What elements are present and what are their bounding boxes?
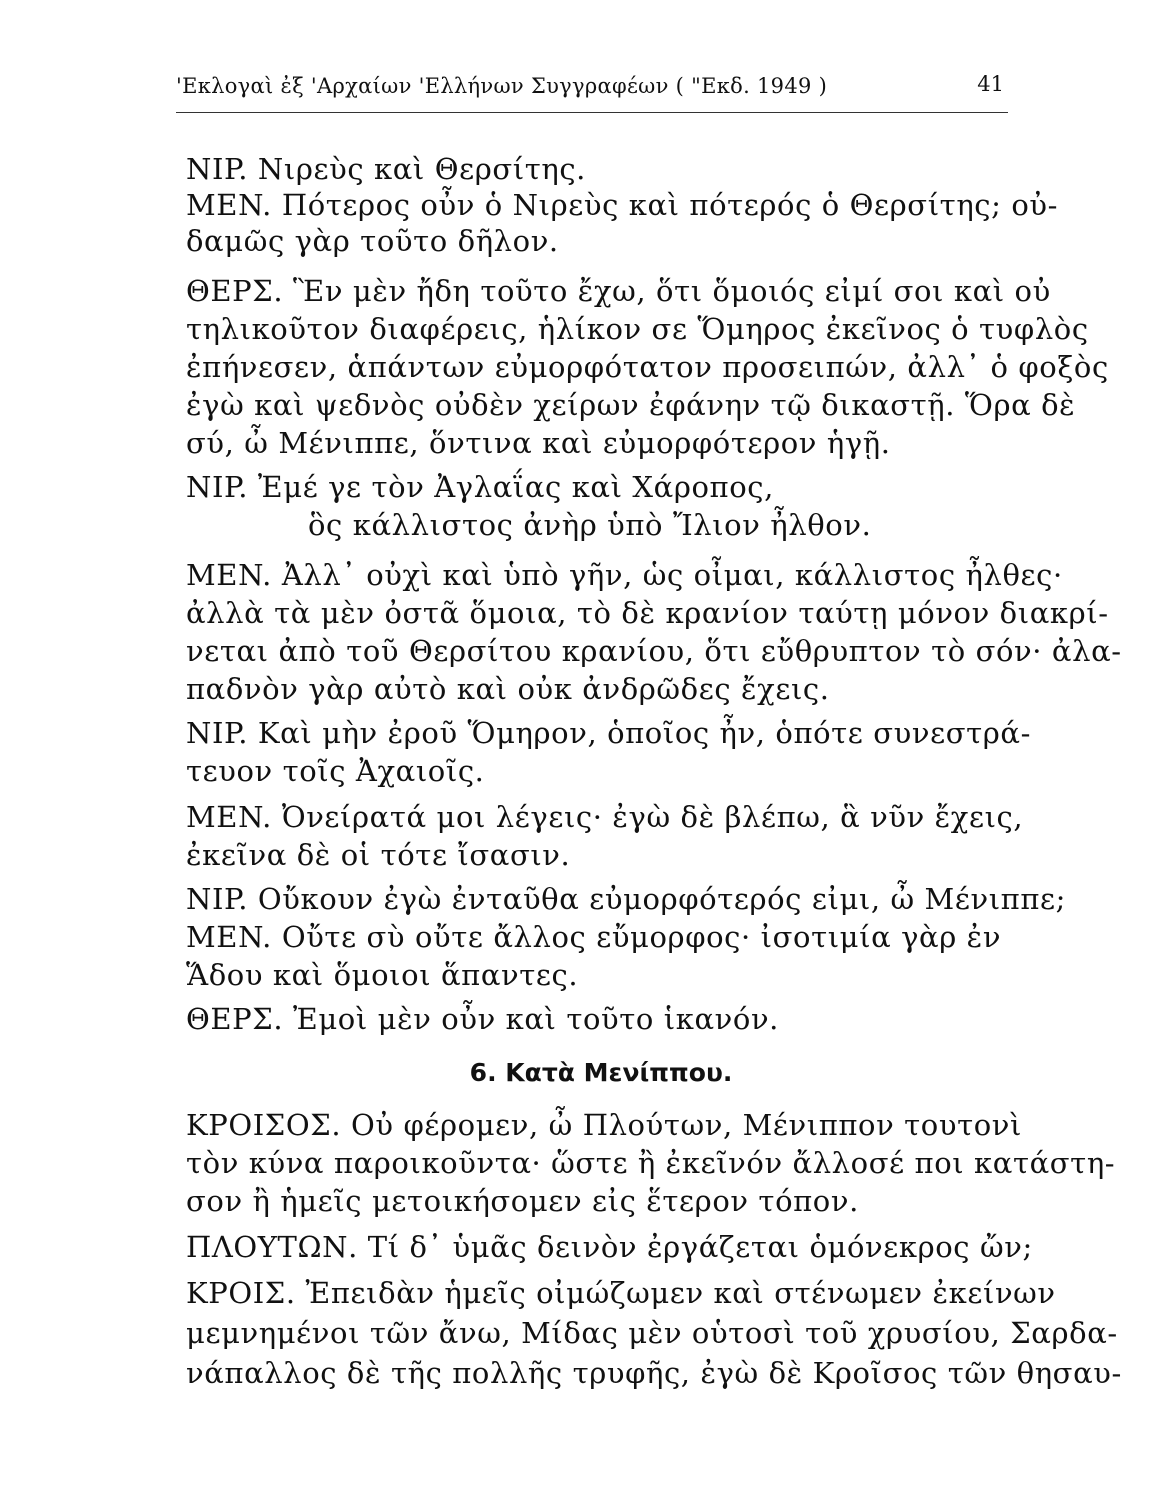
text-line: ΚΡΟΙΣΟΣ. Οὐ φέρομεν, ὦ Πλούτων, Μένιππον τουτονὶ [186,1108,1022,1142]
text-line: NIP. Οὔκουν ἐγὼ ἐνταῦθα εὐμορφότερός εἰμι, ὦ Μένιππε; [186,882,1066,916]
text-line: NIP. Καὶ μὴν ἐροῦ Ὅμηρον, ὁποῖος ἦν, ὁπότε συνεστρά- [186,716,1031,750]
text-line: σύ, ὦ Μένιππε, ὅντινα καὶ εὐμορφότερον ἡγῇ. [186,426,891,460]
text-line: παδνὸν γὰρ αὐτὸ καὶ οὐκ ἀνδρῶδες ἔχεις. [186,672,830,706]
text-line: ΚΡΟΙΣ. Ἐπειδὰν ἡμεῖς οἰμώζωμεν καὶ στένωμεν ἐκείνων [186,1276,1056,1310]
text-line: MEN. Οὔτε σὺ οὔτε ἄλλος εὔμορφος· ἰσοτιμία γὰρ ἐν [186,920,1002,954]
text-line: ἐκεῖνα δὲ οἱ τότε ἴσασιν. [186,838,571,872]
text-line: ἐγὼ καὶ ψεδνὸς οὐδὲν χείρων ἐφάνην τῷ δικαστῇ. Ὅρα δὲ [186,388,1076,422]
text-line: ΠΛΟΥΤΩΝ. Τί δ᾽ ὑμᾶς δεινὸν ἐργάζεται ὁμόνεκρος ὤν; [186,1230,1033,1264]
section-heading: 6. Κατὰ Μενίππου. [469,1058,733,1087]
text-line: MEN. Πότερος οὖν ὁ Νιρεὺς καὶ πότερός ὁ Θερσίτης; οὐ- [186,188,1059,222]
running-title: 'Εκλογαὶ ἐξ 'Αρχαίων 'Ελλήνων Συγγραφέων ( "Εκδ. 1949 ) [176,74,828,98]
text-line: NIP. Ἐμέ γε τὸν Ἀγλαΐας καὶ Χάροπος, [186,470,774,504]
text-line: νεται ἀπὸ τοῦ Θερσίτου κρανίου, ὅτι εὔθρυπτον τὸ σόν· ἀλα- [186,634,1122,668]
text-line: Ἅδου καὶ ὅμοιοι ἅπαντες. [186,958,579,992]
text-line: δαμῶς γὰρ τοῦτο δῆλον. [186,224,559,258]
text-line: τευον τοῖς Ἀχαιοῖς. [186,754,485,788]
text-line: μεμνημένοι τῶν ἄνω, Μίδας μὲν οὑτοσὶ τοῦ χρυσίου, Σαρδα- [186,1316,1118,1350]
page-number: 41 [977,72,1004,96]
text-line: τὸν κύνα παροικοῦντα· ὥστε ἢ ἐκεῖνόν ἄλλοσέ ποι κατάστη- [186,1146,1116,1180]
running-header [176,72,1008,113]
text-line: NIP. Νιρεὺς καὶ Θερσίτης. [186,152,587,186]
text-line: τηλικοῦτον διαφέρεις, ἡλίκον σε Ὅμηρος ἐκεῖνος ὁ τυφλὸς [186,312,1089,346]
verse-line: ὃς κάλλιστος ἀνὴρ ὑπὸ Ἴλιον ἦλθον. [308,508,872,542]
text-line: νάπαλλος δὲ τῆς πολλῆς τρυφῆς, ἐγὼ δὲ Κροῖσος τῶν θησαυ- [186,1356,1122,1390]
text-line: MEN. Ἀλλ᾽ οὐχὶ καὶ ὑπὸ γῆν, ὡς οἶμαι, κάλλιστος ἦλθες· [186,558,1063,592]
text-line: σον ἢ ἡμεῖς μετοικήσομεν εἰς ἕτερον τόπον. [186,1184,859,1218]
text-line: ἀλλὰ τὰ μὲν ὀστᾶ ὅμοια, τὸ δὲ κρανίον ταύτῃ μόνον διακρί- [186,596,1109,630]
text-line: MEN. Ὀνείρατά μοι λέγεις· ἐγὼ δὲ βλέπω, ἃ νῦν ἔχεις, [186,800,1024,834]
text-line: ἐπήνεσεν, ἁπάντων εὐμορφότατον προσειπών, ἀλλ᾽ ὁ φοξὸς [186,350,1109,384]
text-line: ΘΕΡΣ. Ἐμοὶ μὲν οὖν καὶ τοῦτο ἱκανόν. [186,1002,779,1036]
text-line: ΘΕΡΣ. Ἓν μὲν ἤδη τοῦτο ἔχω, ὅτι ὅμοιός εἰμί σοι καὶ οὐ [186,274,1051,308]
